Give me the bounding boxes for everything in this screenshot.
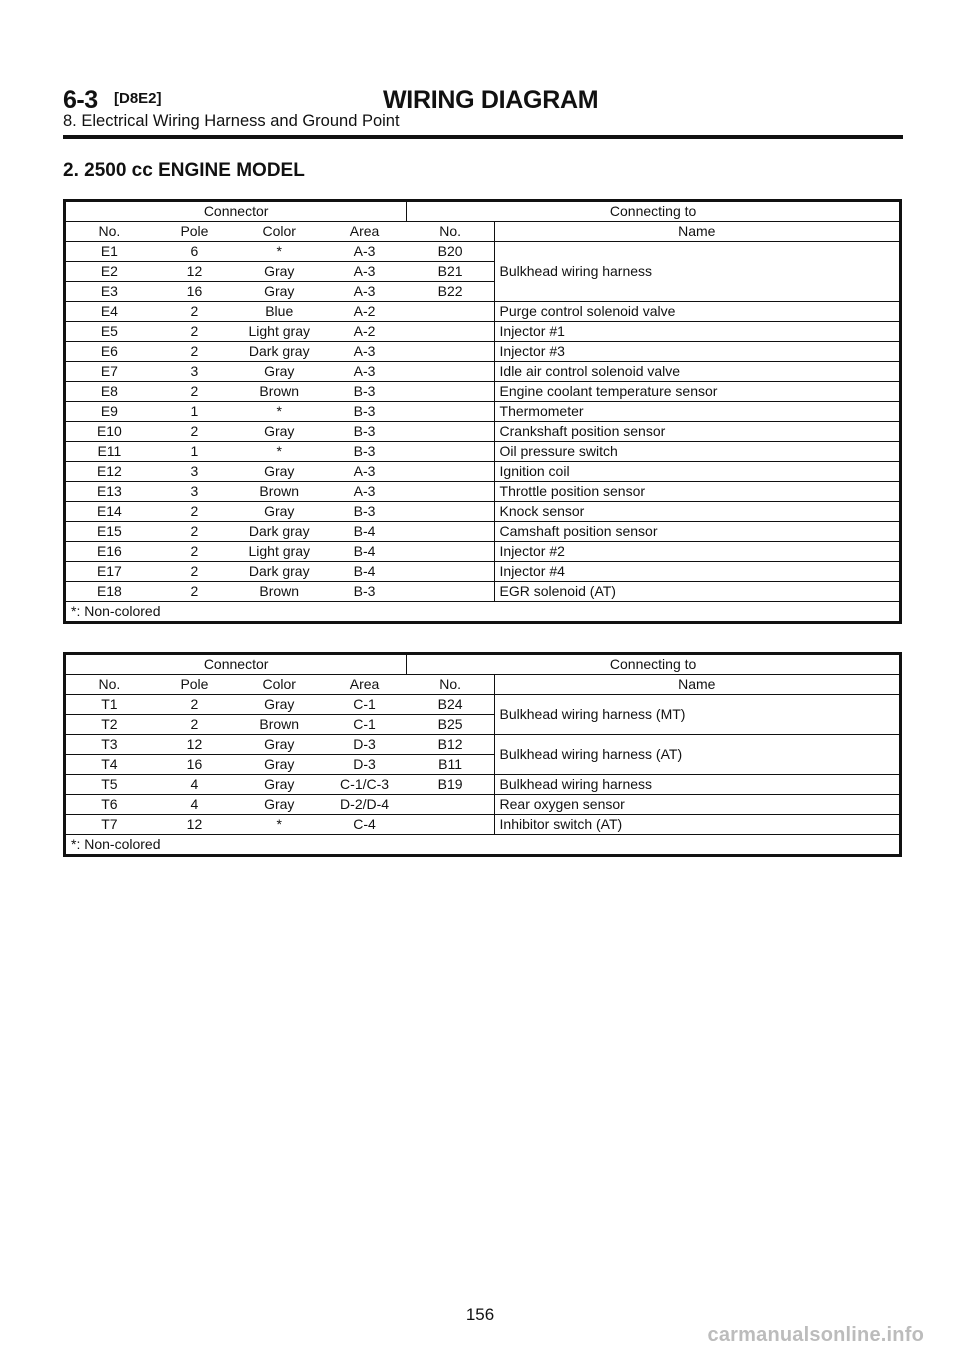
cell-pole: 2 bbox=[153, 342, 236, 362]
cell-name: Oil pressure switch bbox=[494, 442, 900, 462]
header-color: Color bbox=[236, 675, 322, 695]
cell-to-no: B21 bbox=[407, 262, 494, 282]
cell-pole: 2 bbox=[153, 322, 236, 342]
cell-area: A-3 bbox=[322, 342, 406, 362]
table-row bbox=[65, 362, 901, 382]
cell-to-no bbox=[407, 402, 494, 422]
header-no: No. bbox=[65, 675, 153, 695]
cell-area: B-3 bbox=[322, 442, 406, 462]
cell-to-no bbox=[407, 422, 494, 442]
cell-area: B-4 bbox=[322, 562, 406, 582]
cell-name: Idle air control solenoid valve bbox=[494, 362, 900, 382]
header-pole: Pole bbox=[153, 222, 236, 242]
table-row bbox=[65, 482, 901, 502]
cell-color: Brown bbox=[236, 715, 322, 735]
cell-no: T5 bbox=[65, 775, 153, 795]
header-connecting-to: Connecting to bbox=[407, 201, 901, 222]
cell-no: E2 bbox=[65, 262, 153, 282]
cell-area: B-3 bbox=[322, 582, 406, 602]
cell-color: Blue bbox=[236, 302, 322, 322]
cell-area: B-3 bbox=[322, 502, 406, 522]
cell-name: Injector #2 bbox=[494, 542, 900, 562]
cell-color: Gray bbox=[236, 735, 322, 755]
cell-color: Brown bbox=[236, 482, 322, 502]
header-color: Color bbox=[236, 222, 322, 242]
table-row bbox=[65, 815, 901, 835]
table-note: *: Non-colored bbox=[65, 602, 901, 623]
cell-color: Brown bbox=[236, 582, 322, 602]
header-connector: Connector bbox=[65, 201, 407, 222]
header-area: Area bbox=[322, 675, 406, 695]
cell-area: B-4 bbox=[322, 542, 406, 562]
cell-area: D-3 bbox=[322, 755, 406, 775]
cell-color: * bbox=[236, 242, 322, 262]
cell-to-no bbox=[407, 815, 494, 835]
table-row bbox=[65, 442, 901, 462]
header-area: Area bbox=[322, 222, 406, 242]
page-title: WIRING DIAGRAM bbox=[383, 86, 599, 114]
cell-to-no: B25 bbox=[407, 715, 494, 735]
table-row bbox=[65, 402, 901, 422]
table-note-row bbox=[65, 835, 901, 856]
cell-pole: 16 bbox=[153, 755, 236, 775]
cell-no: T7 bbox=[65, 815, 153, 835]
table-row bbox=[65, 582, 901, 602]
table-row bbox=[65, 522, 901, 542]
cell-pole: 3 bbox=[153, 462, 236, 482]
cell-pole: 3 bbox=[153, 482, 236, 502]
cell-to-no bbox=[407, 462, 494, 482]
cell-area: B-3 bbox=[322, 382, 406, 402]
cell-color: Gray bbox=[236, 422, 322, 442]
cell-area: C-1 bbox=[322, 695, 406, 715]
cell-to-no: B22 bbox=[407, 282, 494, 302]
cell-no: T1 bbox=[65, 695, 153, 715]
cell-name: Rear oxygen sensor bbox=[494, 795, 900, 815]
cell-pole: 2 bbox=[153, 695, 236, 715]
cell-to-no bbox=[407, 482, 494, 502]
cell-area: B-3 bbox=[322, 402, 406, 422]
table-row bbox=[65, 795, 901, 815]
cell-color: Gray bbox=[236, 795, 322, 815]
cell-no: E11 bbox=[65, 442, 153, 462]
cell-color: Dark gray bbox=[236, 342, 322, 362]
cell-area: A-3 bbox=[322, 462, 406, 482]
table-note-row bbox=[65, 602, 901, 623]
cell-area: C-4 bbox=[322, 815, 406, 835]
cell-name: Injector #4 bbox=[494, 562, 900, 582]
cell-no: E17 bbox=[65, 562, 153, 582]
cell-name: Camshaft position sensor bbox=[494, 522, 900, 542]
cell-to-no bbox=[407, 582, 494, 602]
cell-no: E1 bbox=[65, 242, 153, 262]
cell-to-no bbox=[407, 322, 494, 342]
cell-name: Bulkhead wiring harness bbox=[494, 775, 900, 795]
header-name: Name bbox=[494, 675, 900, 695]
cell-color: Gray bbox=[236, 695, 322, 715]
table-row bbox=[65, 302, 901, 322]
cell-to-no bbox=[407, 795, 494, 815]
table-header-row bbox=[65, 222, 901, 242]
cell-color: Dark gray bbox=[236, 562, 322, 582]
cell-pole: 1 bbox=[153, 402, 236, 422]
cell-color: Dark gray bbox=[236, 522, 322, 542]
table-row bbox=[65, 695, 901, 715]
cell-color: Brown bbox=[236, 382, 322, 402]
cell-name: Purge control solenoid valve bbox=[494, 302, 900, 322]
table-note: *: Non-colored bbox=[65, 835, 901, 856]
header-no: No. bbox=[65, 222, 153, 242]
cell-color: Gray bbox=[236, 502, 322, 522]
cell-pole: 6 bbox=[153, 242, 236, 262]
cell-color: * bbox=[236, 815, 322, 835]
page-subtitle: 8. Electrical Wiring Harness and Ground Point bbox=[63, 112, 400, 130]
header-connector: Connector bbox=[65, 654, 407, 675]
table-row bbox=[65, 735, 901, 755]
cell-to-no: B12 bbox=[407, 735, 494, 755]
cell-color: * bbox=[236, 402, 322, 422]
cell-no: E3 bbox=[65, 282, 153, 302]
cell-pole: 16 bbox=[153, 282, 236, 302]
cell-name: Inhibitor switch (AT) bbox=[494, 815, 900, 835]
cell-area: A-2 bbox=[322, 302, 406, 322]
page-number: 156 bbox=[465, 1305, 495, 1324]
cell-to-no: B24 bbox=[407, 695, 494, 715]
cell-pole: 2 bbox=[153, 582, 236, 602]
cell-pole: 2 bbox=[153, 502, 236, 522]
table-row bbox=[65, 775, 901, 795]
table-row bbox=[65, 542, 901, 562]
cell-area: D-2/D-4 bbox=[322, 795, 406, 815]
cell-area: A-3 bbox=[322, 362, 406, 382]
table-header-row bbox=[65, 201, 901, 222]
cell-no: E15 bbox=[65, 522, 153, 542]
header-pole: Pole bbox=[153, 675, 236, 695]
cell-color: Light gray bbox=[236, 322, 322, 342]
cell-to-no bbox=[407, 362, 494, 382]
cell-no: E7 bbox=[65, 362, 153, 382]
cell-pole: 12 bbox=[153, 262, 236, 282]
cell-pole: 3 bbox=[153, 362, 236, 382]
connector-table-t bbox=[63, 652, 902, 857]
cell-name: Thermometer bbox=[494, 402, 900, 422]
cell-no: T3 bbox=[65, 735, 153, 755]
cell-color: Gray bbox=[236, 262, 322, 282]
table-row bbox=[65, 462, 901, 482]
table-row bbox=[65, 422, 901, 442]
cell-color: Gray bbox=[236, 462, 322, 482]
table-row bbox=[65, 342, 901, 362]
cell-name: Ignition coil bbox=[494, 462, 900, 482]
cell-name: Injector #3 bbox=[494, 342, 900, 362]
table-row bbox=[65, 322, 901, 342]
cell-no: E5 bbox=[65, 322, 153, 342]
cell-no: E4 bbox=[65, 302, 153, 322]
cell-to-no bbox=[407, 542, 494, 562]
table-row bbox=[65, 562, 901, 582]
cell-no: E12 bbox=[65, 462, 153, 482]
cell-to-no bbox=[407, 302, 494, 322]
cell-area: B-3 bbox=[322, 422, 406, 442]
cell-pole: 4 bbox=[153, 795, 236, 815]
cell-no: E6 bbox=[65, 342, 153, 362]
cell-pole: 2 bbox=[153, 562, 236, 582]
cell-no: E10 bbox=[65, 422, 153, 442]
cell-to-no bbox=[407, 562, 494, 582]
table-row bbox=[65, 242, 901, 262]
cell-area: B-4 bbox=[322, 522, 406, 542]
cell-name: Crankshaft position sensor bbox=[494, 422, 900, 442]
cell-area: A-3 bbox=[322, 282, 406, 302]
cell-color: Gray bbox=[236, 282, 322, 302]
cell-name-merged: Bulkhead wiring harness (AT) bbox=[494, 735, 900, 775]
cell-pole: 2 bbox=[153, 542, 236, 562]
cell-name: Throttle position sensor bbox=[494, 482, 900, 502]
cell-area: D-3 bbox=[322, 735, 406, 755]
cell-no: E14 bbox=[65, 502, 153, 522]
cell-color: Gray bbox=[236, 775, 322, 795]
cell-pole: 1 bbox=[153, 442, 236, 462]
connector-table-e bbox=[63, 199, 902, 624]
cell-to-no bbox=[407, 382, 494, 402]
cell-pole: 12 bbox=[153, 735, 236, 755]
header-name: Name bbox=[494, 222, 900, 242]
cell-no: E9 bbox=[65, 402, 153, 422]
cell-pole: 2 bbox=[153, 382, 236, 402]
section-heading: 2. 2500 cc ENGINE MODEL bbox=[63, 160, 305, 181]
cell-to-no: B20 bbox=[407, 242, 494, 262]
cell-color: Gray bbox=[236, 362, 322, 382]
table-header-row bbox=[65, 675, 901, 695]
cell-pole: 4 bbox=[153, 775, 236, 795]
cell-area: A-3 bbox=[322, 482, 406, 502]
table-row bbox=[65, 382, 901, 402]
header-connecting-to: Connecting to bbox=[407, 654, 901, 675]
cell-name: Knock sensor bbox=[494, 502, 900, 522]
cell-name: Injector #1 bbox=[494, 322, 900, 342]
cell-area: A-3 bbox=[322, 242, 406, 262]
cell-color: Gray bbox=[236, 755, 322, 775]
cell-pole: 2 bbox=[153, 302, 236, 322]
cell-to-no bbox=[407, 502, 494, 522]
cell-to-no bbox=[407, 342, 494, 362]
table-header-row bbox=[65, 654, 901, 675]
table-row bbox=[65, 502, 901, 522]
cell-pole: 2 bbox=[153, 422, 236, 442]
section-code: [D8E2] bbox=[114, 90, 162, 107]
cell-pole: 2 bbox=[153, 522, 236, 542]
cell-no: T6 bbox=[65, 795, 153, 815]
header-to-no: No. bbox=[407, 675, 494, 695]
section-number: 6-3 bbox=[63, 86, 98, 114]
cell-no: T2 bbox=[65, 715, 153, 735]
cell-area: A-2 bbox=[322, 322, 406, 342]
cell-area: C-1/C-3 bbox=[322, 775, 406, 795]
cell-name-merged: Bulkhead wiring harness (MT) bbox=[494, 695, 900, 735]
cell-no: E8 bbox=[65, 382, 153, 402]
cell-name-merged: Bulkhead wiring harness bbox=[494, 242, 900, 302]
cell-name: Engine coolant temperature sensor bbox=[494, 382, 900, 402]
cell-to-no: B19 bbox=[407, 775, 494, 795]
cell-no: E16 bbox=[65, 542, 153, 562]
cell-to-no bbox=[407, 442, 494, 462]
cell-area: C-1 bbox=[322, 715, 406, 735]
cell-to-no bbox=[407, 522, 494, 542]
cell-no: E18 bbox=[65, 582, 153, 602]
cell-no: E13 bbox=[65, 482, 153, 502]
watermark: carmanualsonline.info bbox=[707, 1324, 924, 1346]
header-rule bbox=[63, 135, 903, 139]
cell-to-no: B11 bbox=[407, 755, 494, 775]
cell-color: Light gray bbox=[236, 542, 322, 562]
cell-pole: 2 bbox=[153, 715, 236, 735]
header-to-no: No. bbox=[407, 222, 494, 242]
cell-pole: 12 bbox=[153, 815, 236, 835]
cell-color: * bbox=[236, 442, 322, 462]
cell-area: A-3 bbox=[322, 262, 406, 282]
cell-no: T4 bbox=[65, 755, 153, 775]
cell-name: EGR solenoid (AT) bbox=[494, 582, 900, 602]
